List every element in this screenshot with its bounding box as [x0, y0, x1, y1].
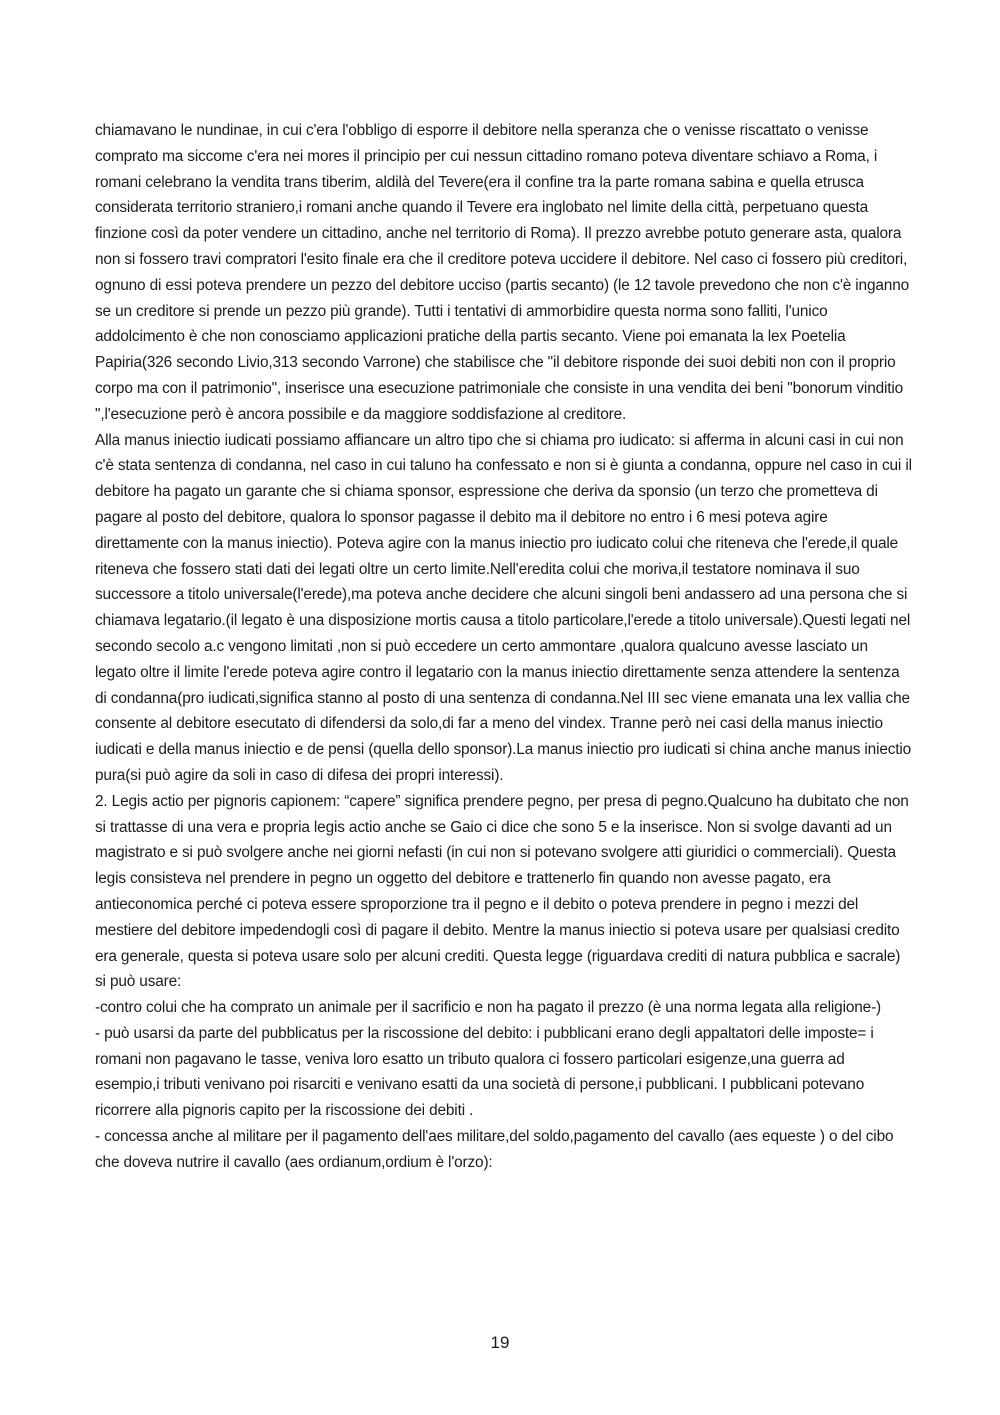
paragraph: Alla manus iniectio iudicati possiamo affiancare un altro tipo che si chiama pro iudicato: si afferma in alcuni casi in cui non c'è stata sentenza di condanna, nel caso in cui taluno ha confessato e non si è giunta a condanna, oppure nel caso in cui il debitore ha pagato un garante che si chiama sponsor, espressione che deriva da sponsio (un terzo che prometteva di pagare al posto del debitore, qualora lo sponsor pagasse il debito ma il debitore no entro i 6 mesi poteva agire direttamente con la manus iniectio). Poteva agire con la manus iniectio pro iudicato colui che riteneva che l'erede,il quale riteneva che fossero stati dati dei legati oltre un certo limite.Nell'eredita colui che moriva,il testatore nominava il suo successore a titolo universale(l'erede),ma poteva anche decidere che alcuni singoli beni andassero ad una persona che si chiamava legatario.(il legato è una disposizione mortis causa a titolo particolare,l'erede a titolo universale).Questi legati nel secondo secolo a.c vengono limitati ,non si può eccedere un certo ammontare ,qualora qualcuno avesse lasciato un legato oltre il limite l'erede poteva agire contro il legatario con la manus iniectio direttamente senza attendere la sentenza di condanna(pro iudicati,significa stanno al posto di una sentenza di condanna.Nel III sec viene emanata una lex vallia che consente al debitore esecutato di difendersi da solo,di far a meno del vindex. Tranne però nei casi della manus iniectio iudicati e della manus iniectio e de pensi (quella dello sponsor).La manus iniectio pro iudicati si china anche manus iniectio pura(si può agire da soli in caso di difesa dei propri interessi). — [95, 431, 912, 784]
paragraph: chiamavano le nundinae, in cui c'era l'obbligo di esporre il debitore nella speranza che o venisse riscattato o venisse comprato ma siccome c'era nei mores il principio per cui nessun cittadino romano poteva diventare schiavo a Roma, i romani celebrano la vendita trans tiberim, aldilà del Tevere(era il confine tra la parte romana sabina e quella etrusca considerata territorio straniero,i romani anche quando il Tevere era inglobato nel limite della città, perpetuano questa finzione così da poter vendere un cittadino, anche nel territorio di Roma). Il prezzo avrebbe potuto generare asta, qualora non si fossero travi compratori l'esito finale era che il creditore poteva uccidere il debitore. Nel caso ci fossero più creditori, ognuno di essi poteva prendere un pezzo del debitore ucciso (partis secanto) (le 12 tavole prevedono che non c'è inganno se un creditore si prende un pezzo più grande). Tutti i tentativi di ammorbidire questa norma sono falliti, l'unico addolcimento è che non conosciamo applicazioni pratiche della partis secanto. Viene poi emanata la lex Poetelia Papiria(326 secondo Livio,313 secondo Varrone) che stabilisce che "il debitore risponde dei suoi debiti non con il proprio corpo ma con il patrimonio", inserisce una esecuzione patrimoniale che consiste in una vendita dei beni "bonorum vinditio ",l'esecuzione però è ancora possibile e da maggiore soddisfazione al creditore. — [95, 122, 910, 423]
paragraph: - può usarsi da parte del pubblicatus per la riscossione del debito: i pubblicani erano degli appaltatori delle imposte= i romani non pagavano le tasse, veniva loro esatto un tributo qualora ci fossero particolari esigenze,una guerra ad esempio,i tributi venivano poi risarciti e venivano esatti da una società di persone,i pubblicani. I pubblicani potevano ricorrere alla pignoris capito per la riscossione dei debiti . — [95, 1024, 874, 1120]
page-number: 19 — [490, 1333, 510, 1352]
paragraph: 2. Legis actio per pignoris capionem: “capere” significa prendere pegno, per presa di pegno.Qualcuno ha dubitato che non si trattasse di una vera e propria legis actio anche se Gaio ci dice che sono 5 e la inserisce. Non si svolge davanti ad un magistrato e si può svolgere anche nei giorni nefasti (in cui non si potevano svolgere atti giuridici o commerciali). Questa legis consisteva nel prendere in pegno un oggetto del debitore e trattenerlo fin quando non avesse pagato, era antieconomica perché ci poteva essere sproporzione tra il pegno e il debito o poteva prendere in pegno i mezzi del mestiere del debitore impedendogli così di pagare il debito. Mentre la manus iniectio si poteva usare per qualsiasi credito era generale, questa si poteva usare solo per alcuni crediti. Questa legge (riguardava crediti di natura pubblica e sacrale) si può usare: — [95, 792, 909, 991]
paragraph: - concessa anche al militare per il pagamento dell'aes militare,del soldo,pagamento del cavallo (aes equeste ) o del cibo che doveva nutrire il cavallo (aes ordianum,ordium è l'orzo): — [95, 1128, 894, 1171]
body-text — [95, 118, 913, 1176]
paragraph: -contro colui che ha comprato un animale per il sacrificio e non ha pagato il prezzo (è una norma legata alla religione-) — [95, 999, 882, 1017]
